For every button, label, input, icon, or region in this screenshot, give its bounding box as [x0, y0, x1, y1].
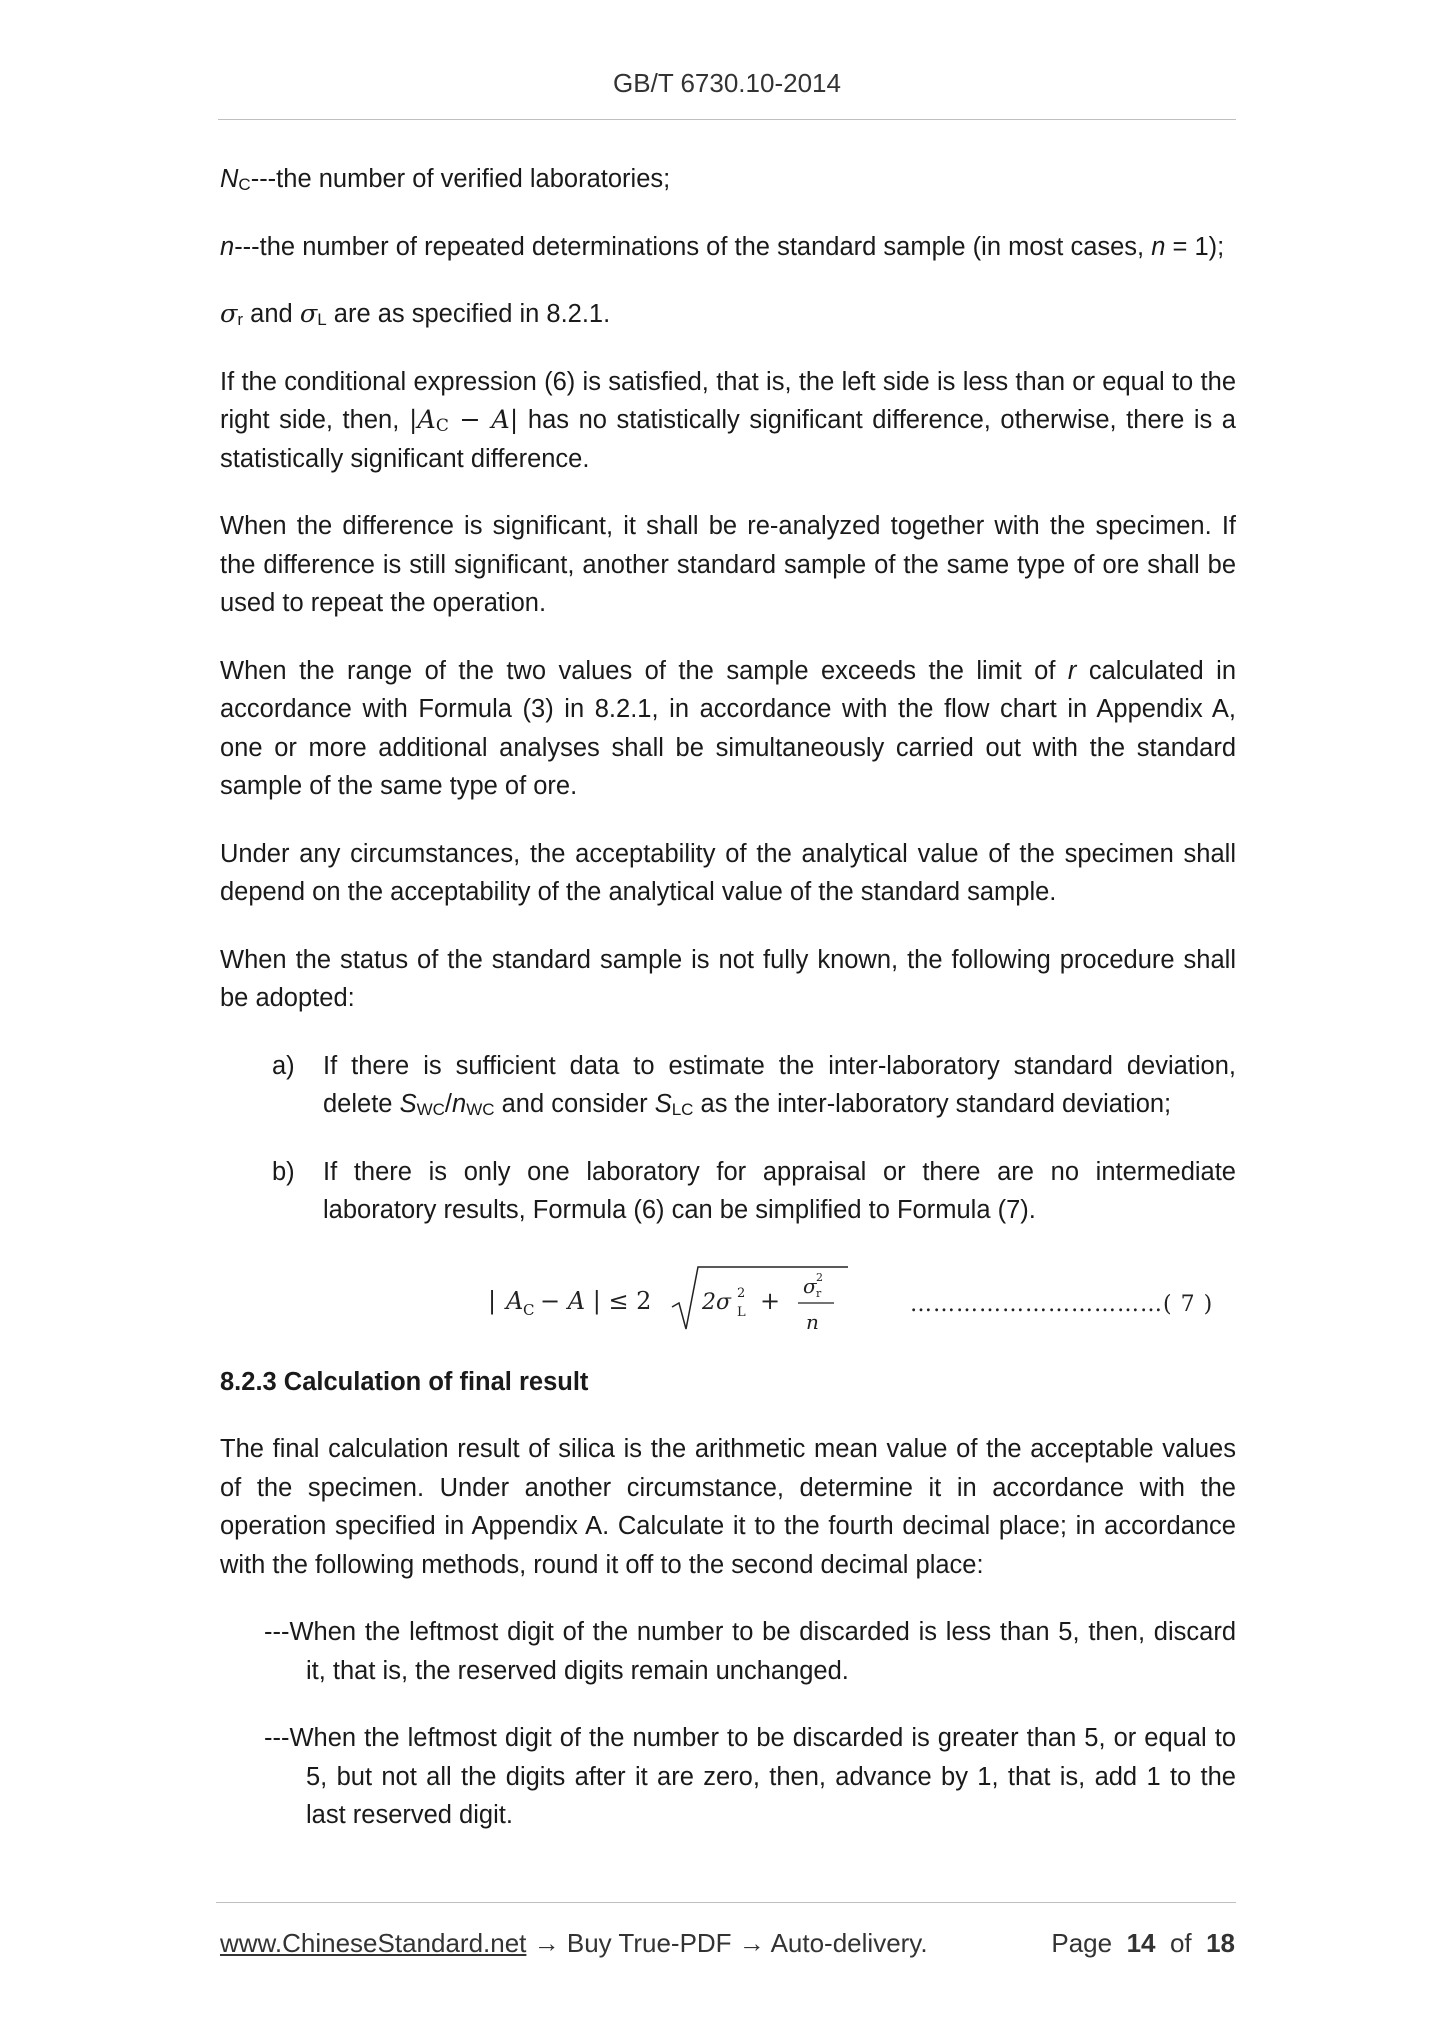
- formula-lhs-bar: |: [488, 1286, 497, 1315]
- formula-lhs-sub: C: [523, 1300, 535, 1319]
- page-current: 14: [1126, 1928, 1156, 1958]
- sigma-r-symbol: σ: [220, 299, 238, 329]
- formula-denominator: n: [806, 1309, 819, 1334]
- footer-promo: [220, 1928, 928, 1959]
- sigma-r-subscript: r: [237, 310, 244, 329]
- sigma-definition: are as specified in 8.2.1.: [326, 300, 611, 328]
- formula-expression: [488, 1259, 848, 1341]
- list-item-b: [220, 1153, 1236, 1230]
- definition-nc: [220, 160, 1236, 199]
- nc-subscript: C: [238, 175, 251, 194]
- slc-subscript: LC: [671, 1100, 694, 1119]
- list-b-text: If there is only one laboratory for appraisal or there are no intermediate laboratory results, Formula (6) can be simplified to Formula (7).: [323, 1157, 1236, 1224]
- page-label: Page: [1051, 1928, 1113, 1958]
- formula-radicand-sub: L: [737, 1304, 746, 1320]
- document-header: [218, 68, 1236, 99]
- slash: /: [444, 1090, 452, 1118]
- sigma-and: and: [243, 300, 300, 328]
- definition-n: [220, 228, 1236, 267]
- standard-number: GB/T 6730.10-2014: [613, 68, 841, 98]
- page-number: [1051, 1928, 1235, 1959]
- slc-symbol: S: [654, 1090, 672, 1118]
- document-body: [220, 160, 1236, 1864]
- paragraph-difference: When the difference is significant, it shall be re-analyzed together with the specimen. If the difference is still significant, another standard sample of the same type of ore shall be used to repeat the operation.: [220, 512, 1236, 617]
- formula-lhs-rest: − A | ≤ 2: [540, 1286, 652, 1315]
- abs-sub: C: [435, 416, 449, 436]
- formula-7: [220, 1259, 1236, 1341]
- list-a-text-3: as the inter-laboratory standard deviation;: [693, 1090, 1172, 1118]
- header-divider: [218, 119, 1236, 120]
- paragraph-acceptability: Under any circumstances, the acceptability of the analytical value of the specimen shall depend on the acceptability of the analytical value of the standard sample.: [220, 839, 1236, 906]
- formula-numerator-sub: r: [816, 1286, 822, 1300]
- abs-expression: $|A_C - A|$: [408, 405, 519, 436]
- nc-definition: ---the number of verified laboratories;: [250, 165, 671, 193]
- swc-symbol: S: [399, 1090, 417, 1118]
- n-definition-tail: = 1);: [1165, 232, 1225, 261]
- abs-a: A: [417, 405, 436, 435]
- sigma-l-subscript: L: [317, 310, 327, 329]
- rounding-rule-2: ---When the leftmost digit of the number to be discarded is greater than 5, or equal to 5, but not all the digits after it are zero, then, advance by 1, that is, add 1 to the last reserved digit.: [264, 1724, 1236, 1829]
- condition-text-1: If the conditional expression (6) is satisfied, that is, the left side is less than or equal to the right side, then,: [220, 367, 1236, 434]
- n-inline-symbol: n: [1151, 232, 1166, 261]
- formula-radicand: 2σ: [702, 1289, 732, 1315]
- nwc-subscript: WC: [466, 1100, 495, 1119]
- list-a-text-1: If there is sufficient data to estimate the inter-laboratory standard deviation, delete: [323, 1051, 1236, 1118]
- formula-lhs-a: A: [506, 1286, 524, 1315]
- section-heading: 8.2.3 Calculation of final result: [220, 1367, 589, 1396]
- paragraph-final-result: The final calculation result of silica is the arithmetic mean value of the acceptable values of the specimen. Under another circumstance, determine it in accordance with the operation specified in Appendix A. Calculate it to the fourth decimal place; in accordance with the following methods, round it off to the second decimal place:: [220, 1435, 1236, 1579]
- list-item-a: [220, 1047, 1236, 1124]
- formula-plus: +: [760, 1286, 781, 1315]
- swc-subscript: WC: [416, 1100, 445, 1119]
- page-total: 18: [1206, 1928, 1235, 1958]
- list-label-a: a): [272, 1051, 295, 1080]
- formula-numerator-sup: 2: [816, 1270, 823, 1284]
- paragraph-status: When the status of the standard sample is not fully known, the following procedure shall be adopted:: [220, 945, 1236, 1012]
- sigma-l-symbol: σ: [299, 299, 318, 329]
- range-r-symbol: r: [1067, 656, 1077, 685]
- formula-radicand-sup: 2: [737, 1285, 746, 1301]
- rounding-rule-1: ---When the leftmost digit of the number to be discarded is less than 5, then, discard it, that is, the reserved digits remain unchanged.: [264, 1618, 1236, 1685]
- range-text-2: calculated in accordance with Formula (3) in 8.2.1, in accordance with the flow chart in Appendix A, one or more additional analyses shall be simultaneously carried out with the standard sample of the same type of ore.: [220, 656, 1236, 800]
- paragraph-range: [220, 652, 1236, 806]
- n-symbol: n: [220, 232, 235, 261]
- footer-divider: [216, 1902, 1236, 1903]
- definition-sigma: [220, 295, 1236, 334]
- formula-numerator: σ: [803, 1273, 817, 1298]
- nwc-symbol: n: [452, 1090, 467, 1118]
- list-label-b: b): [272, 1157, 295, 1186]
- condition-text-2: has no statistically significant difference, otherwise, there is a statistically significant difference.: [220, 406, 1236, 473]
- list-a-text-2: and consider: [494, 1090, 655, 1118]
- website-link[interactable]: www.ChineseStandard.net: [220, 1928, 527, 1958]
- range-text-1: When the range of the two values of the sample exceeds the limit of: [220, 656, 1068, 685]
- abs-b: − A: [448, 405, 510, 435]
- nc-symbol: N: [220, 165, 239, 193]
- formula-number: ……………………………( 7 ): [910, 1291, 1214, 1317]
- n-definition: ---the number of repeated determinations of the standard sample (in most cases,: [234, 232, 1152, 261]
- footer-promo-text: → Buy True-PDF → Auto-delivery.: [526, 1928, 928, 1958]
- paragraph-condition: [220, 363, 1236, 479]
- page-of: of: [1169, 1928, 1192, 1958]
